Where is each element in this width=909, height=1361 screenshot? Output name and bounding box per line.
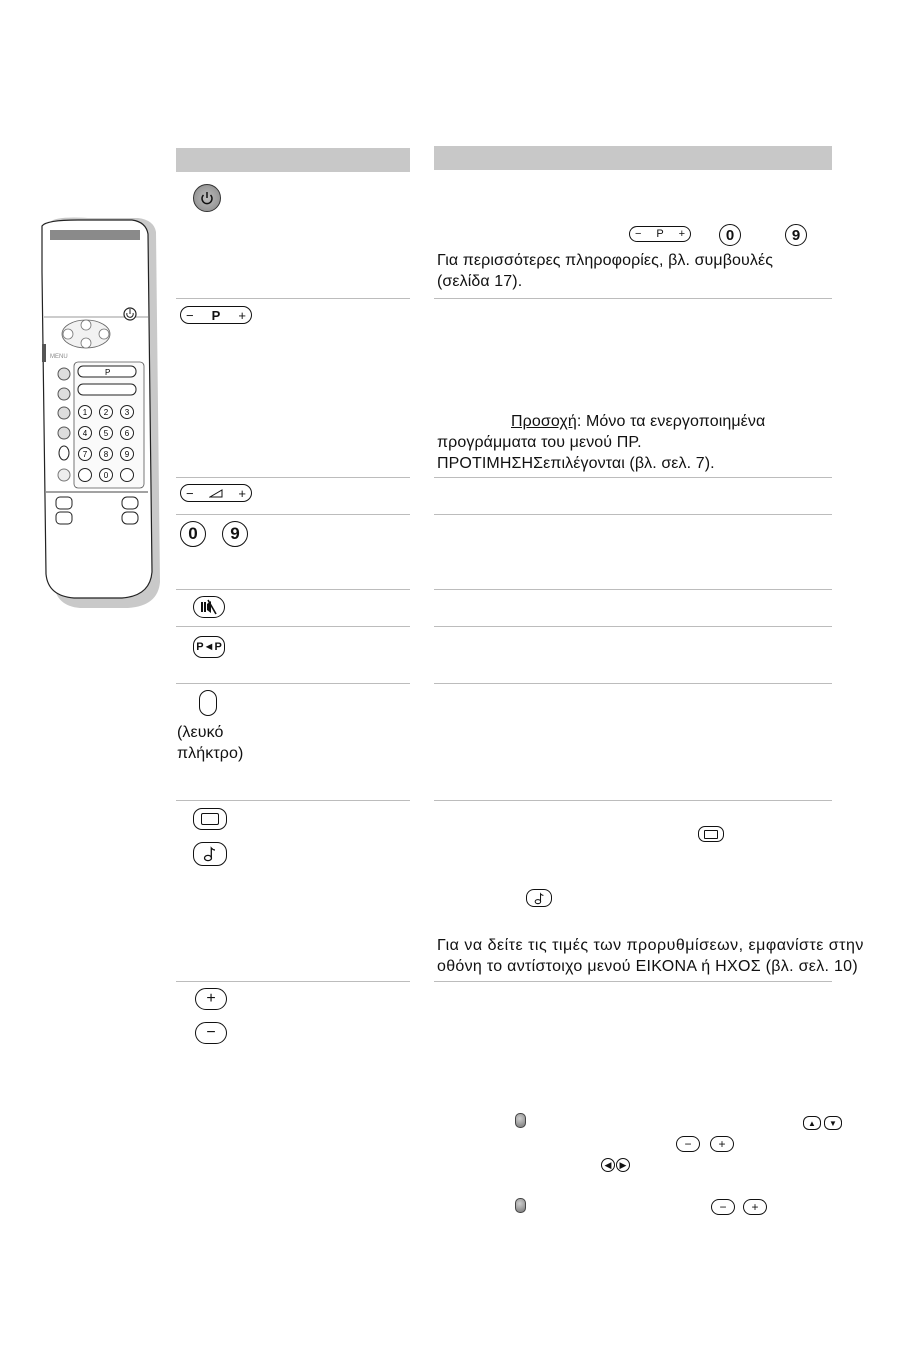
plus-glyph: + <box>718 1137 726 1151</box>
svg-text:5: 5 <box>103 429 109 438</box>
row-divider <box>434 800 832 801</box>
attention-line-2: προγράμματα του μενού ΠΡ. <box>437 434 642 451</box>
remote-control-illustration <box>28 212 162 612</box>
sound-preset-icon <box>193 842 227 866</box>
row-divider <box>176 589 410 590</box>
svg-text:6: 6 <box>124 429 130 438</box>
plus-glyph: + <box>238 307 246 323</box>
white-key-label: (λευκό <box>177 724 224 741</box>
plus-key-icon <box>743 1199 767 1215</box>
minus-glyph: − <box>186 485 194 501</box>
p-glyph: P <box>656 228 664 240</box>
mute-icon <box>193 596 225 618</box>
down-arrow-icon: ▼ <box>824 1116 842 1130</box>
grey-button-icon <box>515 1113 526 1128</box>
digit-label: 9 <box>791 226 801 244</box>
program-pill-icon <box>629 226 691 242</box>
plus-key-icon <box>195 988 227 1010</box>
power-icon <box>193 184 221 212</box>
plus-glyph: + <box>678 228 685 240</box>
svg-text:7: 7 <box>82 450 88 459</box>
minus-key-icon <box>195 1022 227 1044</box>
row-divider <box>434 981 832 982</box>
plus-glyph: + <box>206 990 216 1007</box>
row-divider <box>176 683 410 684</box>
presets-note-line-1: Για να δείτε τις τιμές των προρυθμίσεων, εμφανίστε στην <box>437 937 864 954</box>
minus-glyph: − <box>635 228 642 240</box>
row-divider <box>434 298 832 299</box>
minus-glyph: − <box>186 307 194 323</box>
attention-line-1 <box>511 411 765 432</box>
music-note-icon <box>203 846 217 862</box>
minus-glyph: − <box>719 1200 727 1214</box>
digit-zero-icon <box>180 521 206 547</box>
white-key-label: πλήκτρο) <box>177 745 244 762</box>
row-divider <box>176 981 410 982</box>
previous-program-icon <box>193 636 225 658</box>
row-divider <box>434 589 832 590</box>
attention-label: Προσοχή <box>511 413 577 430</box>
program-pill-icon <box>180 306 252 324</box>
svg-text:1: 1 <box>82 408 88 417</box>
row-divider <box>434 683 832 684</box>
digit-label: 0 <box>725 226 735 244</box>
row-divider <box>434 626 832 627</box>
row-divider <box>176 800 410 801</box>
svg-text:3: 3 <box>124 408 130 417</box>
presets-note-line-2: οθόνη το αντίστοιχο μενού ΕΙΚΟΝΑ ή ΗΧΟΣ (βλ. σελ. 10) <box>437 958 859 975</box>
left-column-header <box>176 148 410 172</box>
digit-nine-icon <box>785 224 807 246</box>
up-arrow-icon: ▲ <box>803 1116 821 1130</box>
left-arrow-icon: ◀ <box>601 1158 615 1172</box>
plus-glyph: + <box>751 1200 759 1214</box>
row-divider <box>434 514 832 515</box>
digit-label: 0 <box>188 524 198 543</box>
music-note-icon <box>534 892 545 905</box>
svg-text:8: 8 <box>103 450 109 459</box>
picture-preset-icon <box>193 808 227 830</box>
row-divider <box>176 477 410 478</box>
minus-glyph: − <box>684 1137 692 1151</box>
digit-label: 9 <box>230 524 240 543</box>
p-glyph: P <box>211 307 221 323</box>
svg-text:4: 4 <box>82 429 88 438</box>
digit-zero-icon <box>719 224 741 246</box>
attention-line-3: ΠΡΟΤΙΜΗΣΗΣεπιλέγονται (βλ. σελ. 7). <box>437 455 715 472</box>
right-arrow-icon: ▶ <box>616 1158 630 1172</box>
pp-label: P◄P <box>196 641 222 653</box>
row-divider <box>176 298 410 299</box>
minus-glyph: − <box>206 1024 216 1041</box>
attention-text: : Μόνο τα ενεργοποιημένα <box>576 413 766 430</box>
digit-nine-icon <box>222 521 248 547</box>
white-key-icon <box>199 690 217 716</box>
channels-info-page: (σελίδα 17). <box>437 273 523 290</box>
row-divider <box>176 626 410 627</box>
volume-ramp-icon <box>209 488 223 498</box>
svg-text:0: 0 <box>103 471 109 480</box>
row-divider <box>434 477 832 478</box>
volume-pill-icon <box>180 484 252 502</box>
minus-key-icon <box>711 1199 735 1215</box>
svg-text:9: 9 <box>124 450 130 459</box>
sound-preset-icon <box>526 889 552 907</box>
svg-text:MENU: MENU <box>50 354 68 360</box>
minus-key-icon <box>676 1136 700 1152</box>
channels-info-text: Για περισσότερες πληροφορίες, βλ. συμβουλές <box>437 252 774 269</box>
svg-text:P: P <box>105 368 111 377</box>
grey-button-icon <box>515 1198 526 1213</box>
picture-preset-icon <box>698 826 724 842</box>
svg-text:2: 2 <box>103 408 109 417</box>
row-divider <box>176 514 410 515</box>
plus-key-icon <box>710 1136 734 1152</box>
right-column-header <box>434 146 832 170</box>
plus-glyph: + <box>238 485 246 501</box>
